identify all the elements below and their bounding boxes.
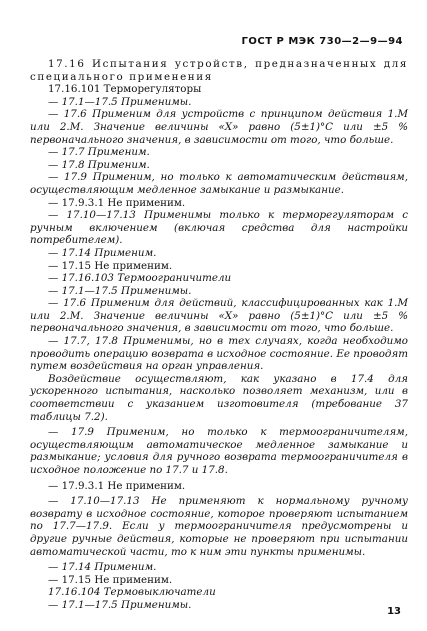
clause-item: — 17.6 Применим для устройств с принципом действия 1.М или 2.М. Значение величины «X» равно (5±1)°С или ±5 % первоначального значения, в зависимости от того, что больше.: [30, 108, 408, 146]
clause-item: — 17.1—17.5 Применимы.: [48, 284, 192, 297]
clause-item: — 17.7 Применим.: [48, 146, 150, 159]
clause-item: — 17.6 Применим для действий, классифицированных как 1.М или 2.М. Значение величины «X» равно (5±1)°С или ±5 % первоначального значения, в зависимости от того, что больше.: [30, 297, 408, 335]
clause-item: — 17.9 Применим, но только к термоограничителям, осуществляющим автоматическое медленное замыкание и размыкание; условия для ручного возврата термоограничителя в исходное положение по 17.7 и 17.8.: [30, 426, 408, 476]
page-number: 13: [387, 606, 401, 617]
clause-item: — 17.1—17.5 Применимы.: [48, 598, 192, 611]
clause-paragraph: Воздействие осуществляют, как указано в 17.4 для ускоренного испытания, насколько позволяет механизм, или в соответствии с указанием изготовителя (требование 37 таблицы 7.2).: [30, 372, 408, 423]
clause-item: — 17.9.3.1 Не применим.: [48, 479, 186, 492]
clause-item: — 17.14 Применим.: [48, 246, 157, 259]
clause-item: — 17.7, 17.8 Применимы, но в тех случаях, когда необходимо проводить операцию возврата в исходное состояние. Ее проводят путем воздействия на орган управления.: [30, 335, 408, 373]
clause-item: — 17.10—17.13 Применимы только к терморегуляторам с ручным включением (включая средства для настройки потребителем).: [30, 209, 408, 247]
subsection-heading-limiters: — 17.16.103 Термоограничители: [48, 272, 232, 285]
clause-item: — 17.9.3.1 Не применим.: [48, 196, 186, 209]
clause-item: — 17.15 Не применим.: [48, 573, 173, 586]
section-heading-17-16: 17.16 Испытания устройств, предназначенных для специального применения: [30, 58, 408, 83]
clause-item: — 17.14 Применим.: [48, 561, 157, 574]
clause-item: — 17.10—17.13 Не применяют к нормальному ручному возврату в исходное состояние, которое проверяют испытанием по 17.7—17.9. Если у термоограничителя предусмотрены и другие ручные действия, которые не проверяют при испытании автоматической части, то к ним эти пункты применимы.: [30, 495, 408, 558]
subsection-heading-thermostats: 17.16.101 Терморегуляторы: [48, 83, 202, 96]
clause-item: — 17.9 Применим, но только к автоматическим действиям, осуществляющим медленное замыкание и размыкание.: [30, 171, 408, 196]
document-body: [30, 58, 408, 612]
subsection-heading-switches: 17.16.104 Термовыключатели: [48, 586, 216, 599]
clause-item: — 17.8 Применим.: [48, 158, 150, 171]
standard-header: ГОСТ Р МЭК 730—2—9—94: [241, 36, 403, 47]
clause-item: — 17.15 Не применим.: [48, 259, 173, 272]
clause-item: — 17.1—17.5 Применимы.: [48, 95, 192, 108]
